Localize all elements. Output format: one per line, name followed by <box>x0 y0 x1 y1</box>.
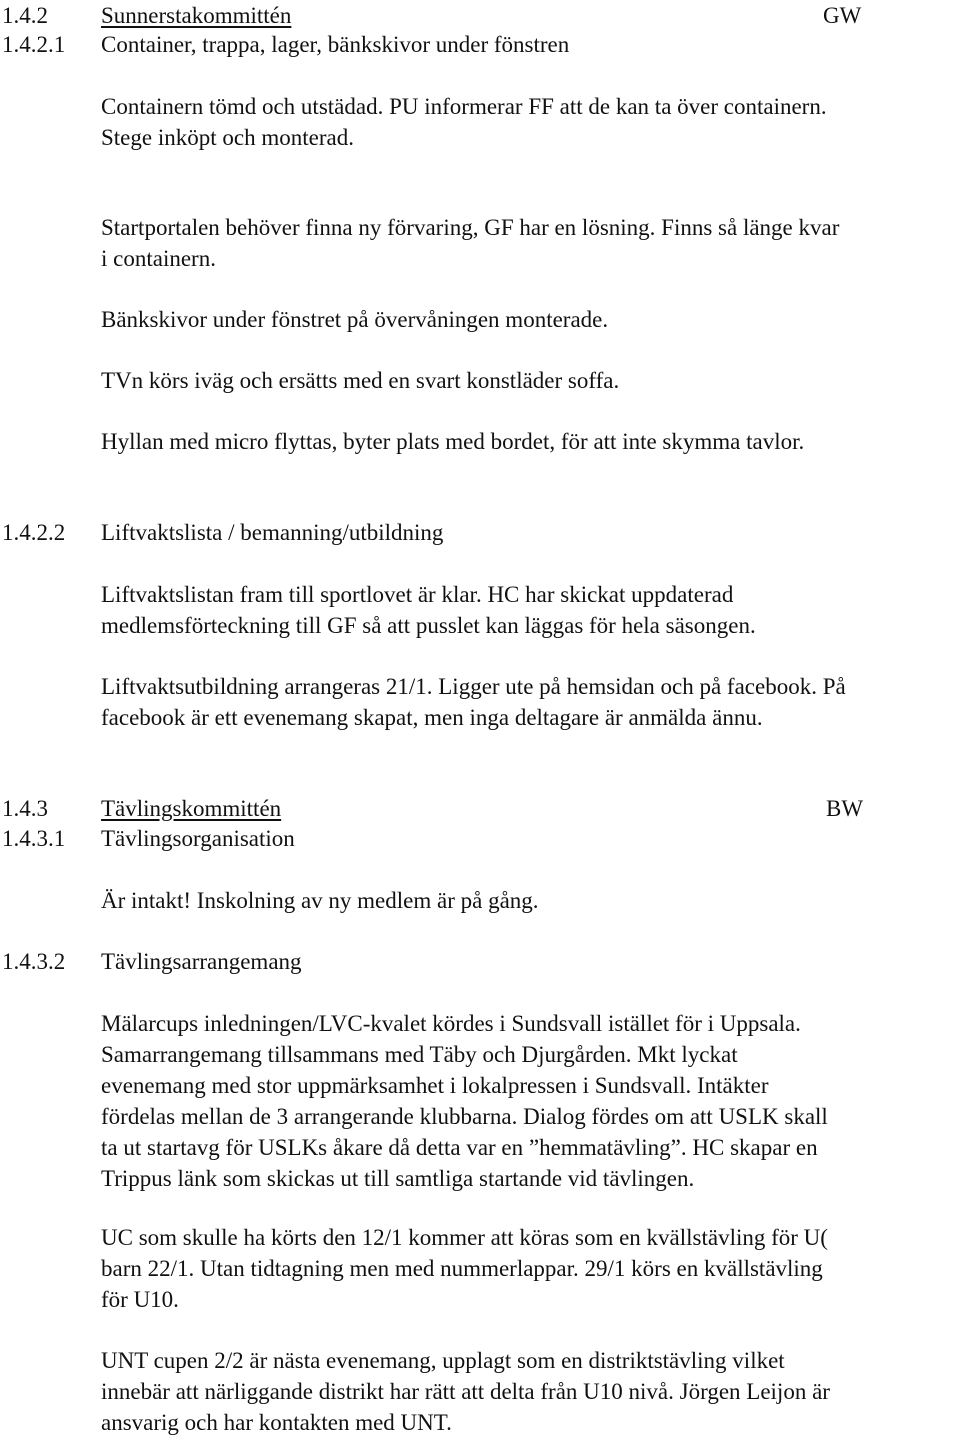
responsible-initials: BW <box>826 796 864 821</box>
paragraph-line: UC som skulle ha körts den 12/1 kommer att köras som en kvällstävling för U( <box>101 1225 828 1250</box>
paragraph-line: Är intakt! Inskolning av ny medlem är på gång. <box>101 888 539 913</box>
section-title: Sunnerstakommittén <box>101 3 292 28</box>
paragraph <box>101 212 951 274</box>
paragraph <box>101 885 951 916</box>
paragraph-line: evenemang med stor uppmärksamhet i lokalpressen i Sundsvall. Intäkter <box>101 1073 769 1098</box>
paragraph <box>101 1008 951 1194</box>
paragraph-line: Stege inköpt och monterad. <box>101 125 354 150</box>
paragraph-line: medlemsförteckning till GF så att pusslet kan läggas för hela säsongen. <box>101 613 756 638</box>
paragraph-line: i containern. <box>101 246 216 271</box>
subsection-number: 1.4.3.2 <box>2 949 66 974</box>
section-number: 1.4.2 <box>2 3 48 28</box>
paragraph-line: fördelas mellan de 3 arrangerande klubbarna. Dialog fördes om att USLK skall <box>101 1104 828 1129</box>
paragraph-line: UNT cupen 2/2 är nästa evenemang, upplagt som en distriktstävling vilket <box>101 1348 785 1373</box>
subsection-title: Tävlingsorganisation <box>101 826 295 851</box>
paragraph-line: Hyllan med micro flyttas, byter plats med bordet, för att inte skymma tavlor. <box>101 429 805 454</box>
paragraph-line: Liftvaktsutbildning arrangeras 21/1. Ligger ute på hemsidan och på facebook. På <box>101 674 846 699</box>
paragraph-line: Trippus länk som skickas ut till samtliga startande vid tävlingen. <box>101 1166 695 1191</box>
paragraph-line: för U10. <box>101 1287 179 1312</box>
paragraph-line: barn 22/1. Utan tidtagning men med nummerlappar. 29/1 körs en kvällstävling <box>101 1256 823 1281</box>
paragraph-line: TVn körs iväg och ersätts med en svart konstläder soffa. <box>101 368 620 393</box>
paragraph-line: Bänkskivor under fönstret på övervåningen monterade. <box>101 307 609 332</box>
section-number: 1.4.3 <box>2 796 48 821</box>
paragraph <box>101 365 951 396</box>
paragraph-line: Startportalen behöver finna ny förvaring, GF har en lösning. Finns så länge kvar <box>101 215 840 240</box>
paragraph-line: innebär att närliggande distrikt har rätt att delta från U10 nivå. Jörgen Leijon är <box>101 1379 830 1404</box>
paragraph-line: Containern tömd och utstädad. PU informerar FF att de kan ta över containern. <box>101 94 827 119</box>
paragraph-line: Samarrangemang tillsammans med Täby och Djurgården. Mkt lyckat <box>101 1042 738 1067</box>
subsection-number: 1.4.2.2 <box>2 520 66 545</box>
paragraph-line: facebook är ett evenemang skapat, men inga deltagare är anmälda ännu. <box>101 705 763 730</box>
subsection-number: 1.4.2.1 <box>2 32 66 57</box>
paragraph-line: Liftvaktslistan fram till sportlovet är klar. HC har skickat uppdaterad <box>101 582 734 607</box>
paragraph-line: Mälarcups inledningen/LVC-kvalet kördes i Sundsvall istället för i Uppsala. <box>101 1011 801 1036</box>
responsible-initials: GW <box>823 3 862 28</box>
paragraph <box>101 579 951 641</box>
paragraph <box>101 1222 951 1315</box>
subsection-title: Tävlingsarrangemang <box>101 949 302 974</box>
paragraph <box>101 91 951 122</box>
paragraph <box>101 122 951 153</box>
paragraph <box>101 304 951 335</box>
paragraph <box>101 426 951 457</box>
subsection-title: Liftvaktslista / bemanning/utbildning <box>101 520 444 545</box>
section-title: Tävlingskommittén <box>101 796 282 821</box>
paragraph <box>101 671 951 733</box>
subsection-title: Container, trappa, lager, bänkskivor under fönstren <box>101 32 570 57</box>
subsection-number: 1.4.3.1 <box>2 826 66 851</box>
paragraph-line: ta ut startavg för USLKs åkare då detta var en ”hemmatävling”. HC skapar en <box>101 1135 818 1160</box>
paragraph <box>101 1345 951 1438</box>
paragraph-line: ansvarig och har kontakten med UNT. <box>101 1410 452 1435</box>
